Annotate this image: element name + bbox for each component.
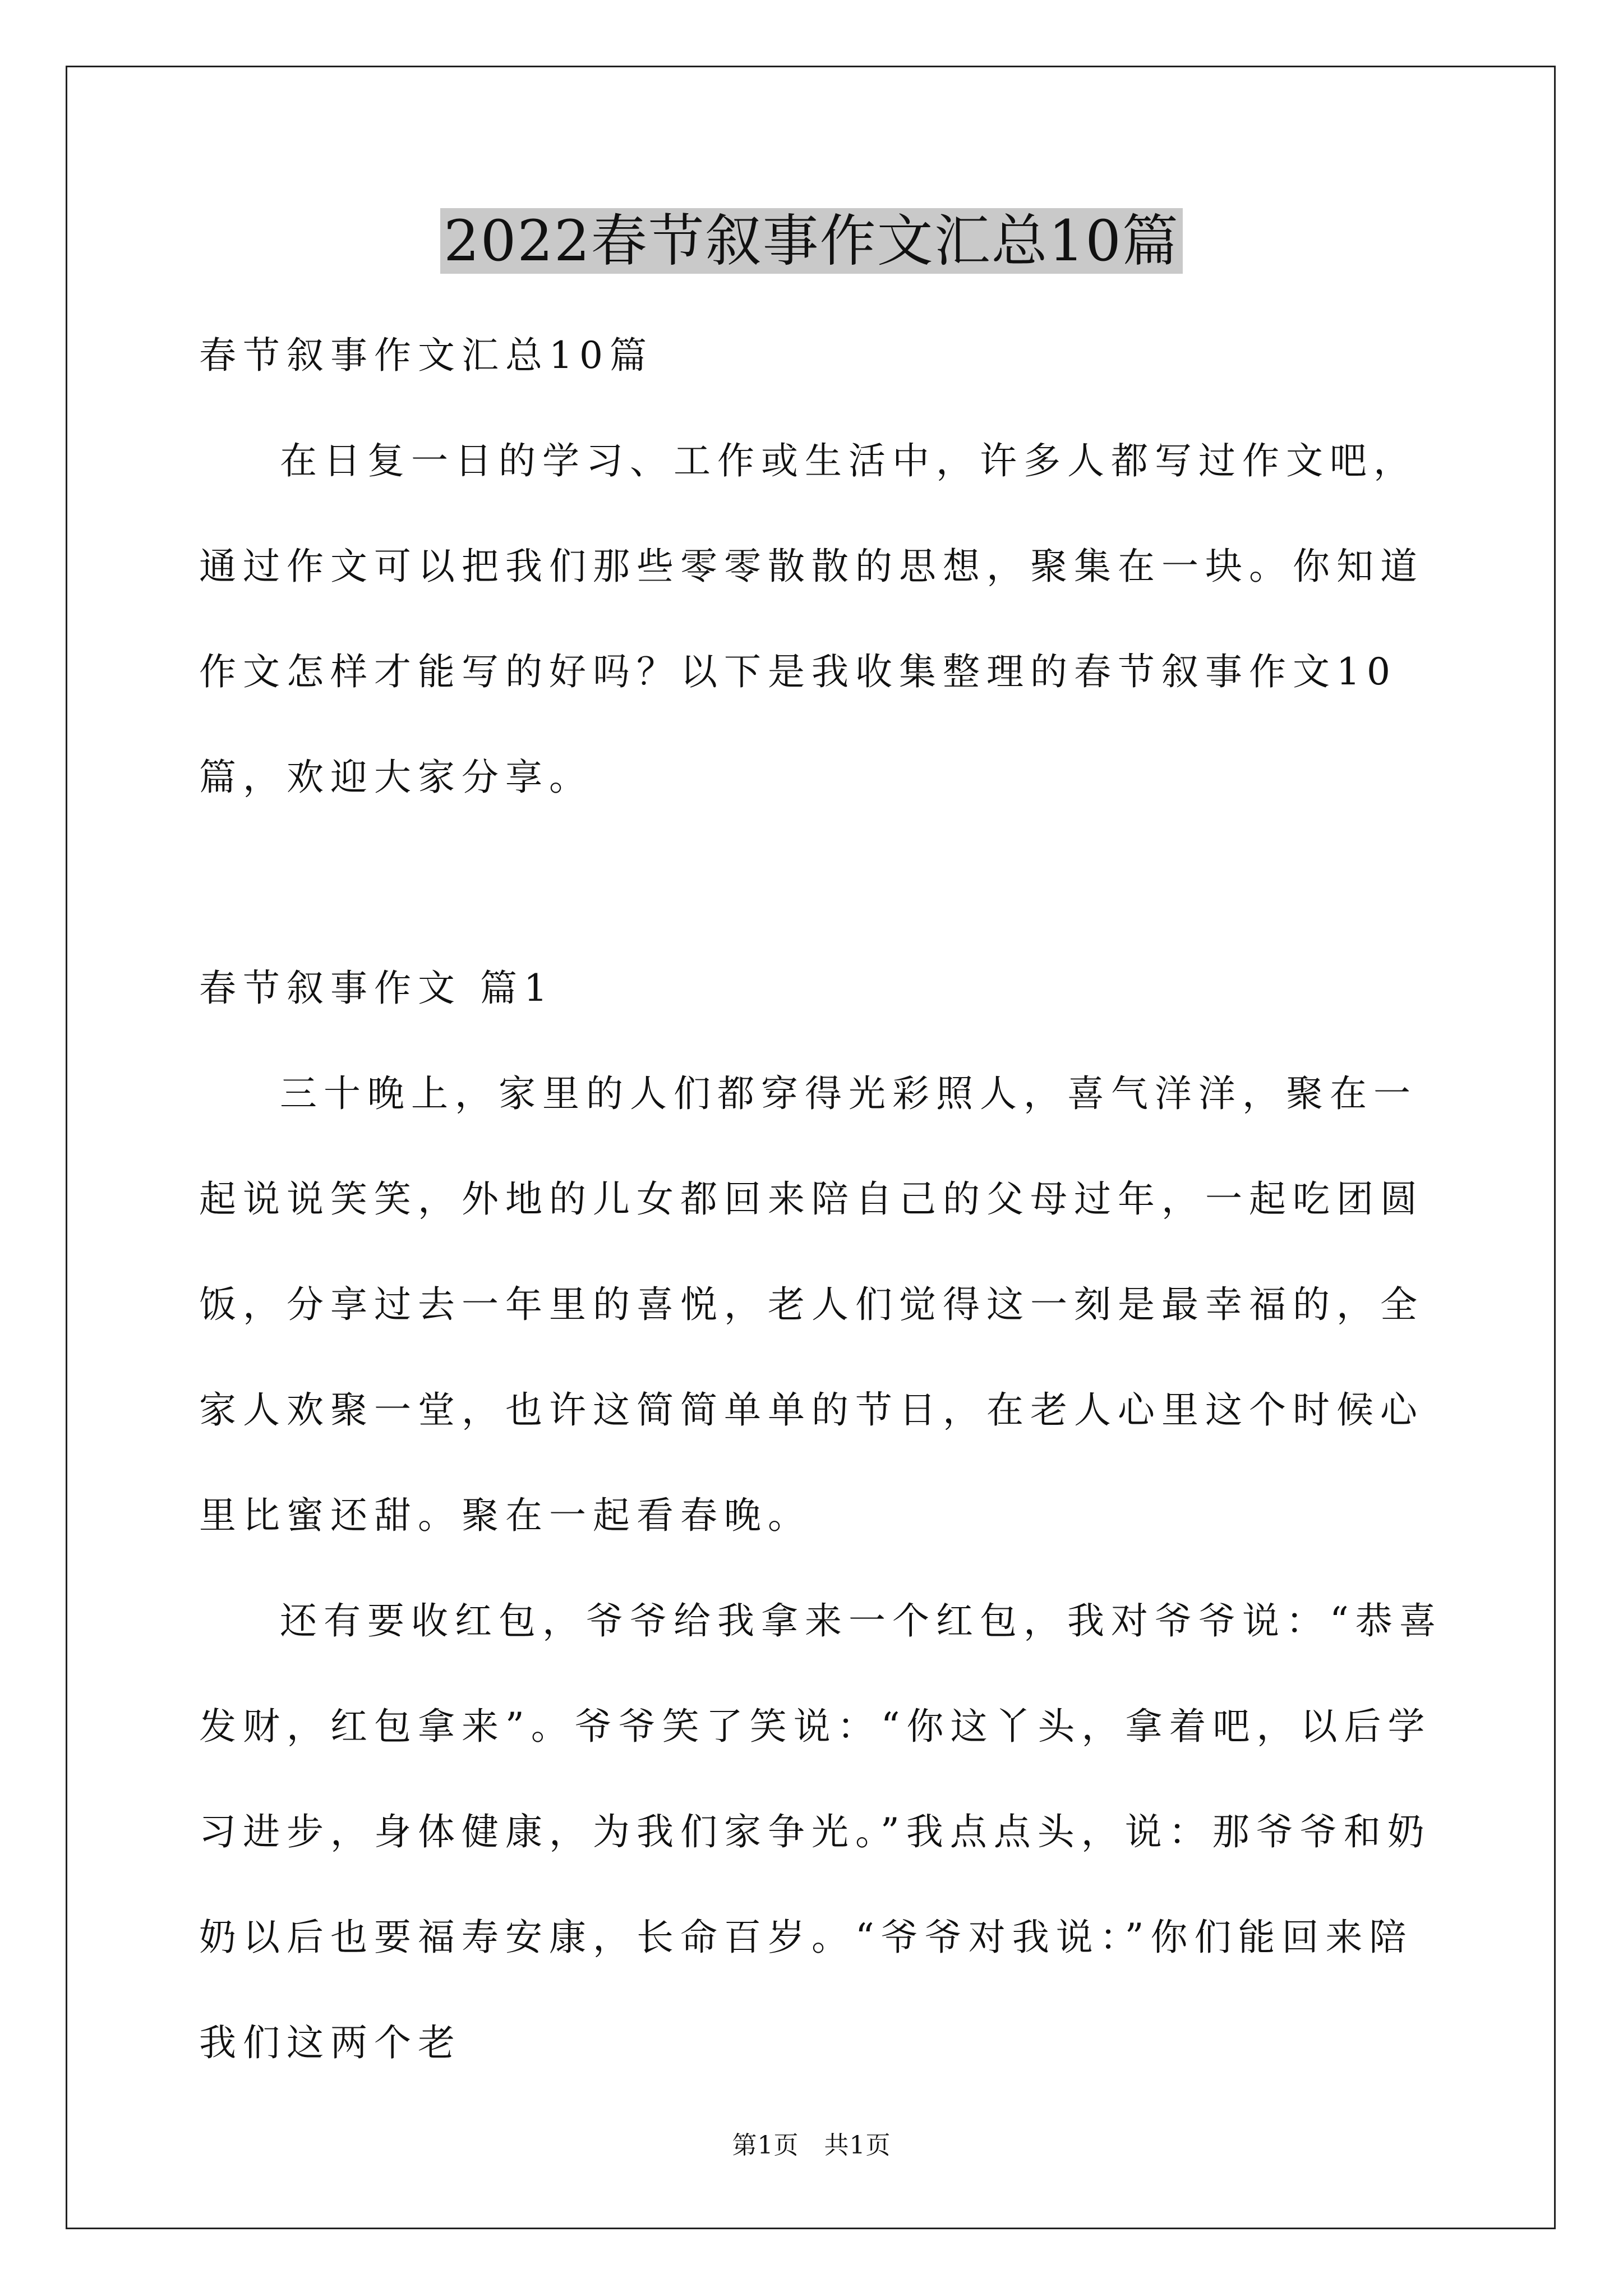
page-footer — [0, 2129, 1623, 2162]
document-body — [199, 303, 1455, 2096]
page-number: 第1页 共1页 — [732, 2131, 891, 2160]
body-paragraph-2: 还有要收红包，爷爷给我拿来一个红包，我对爷爷说：“恭喜发财，红包拿来”。爷爷笑了笑说：“你这丫头，拿着吧，以后学习进步，身体健康，为我们家争光。”我点点头，说：那爷爷和奶奶以后也要福寿安康，长命百岁。“爷爷对我说：”你们能回来陪我们这两个老 — [199, 1599, 1443, 2064]
document-title — [0, 199, 1623, 283]
document-title-text: 2022春节叙事作文汇总10篇 — [440, 208, 1183, 274]
body-paragraph-1: 三十晚上，家里的人们都穿得光彩照人，喜气洋洋，聚在一起说说笑笑，外地的儿女都回来陪自己的父母过年，一起吃团圆饭，分享过去一年里的喜悦，老人们觉得这一刻是最幸福的，全家人欢聚一堂，也许这简简单单的节日，在老人心里这个时候心里比蜜还甜。聚在一起看春晚。 — [199, 1072, 1424, 1537]
document-subtitle: 春节叙事作文汇总10篇 — [199, 334, 653, 377]
section-heading: 春节叙事作文 篇1 — [199, 967, 554, 1010]
intro-paragraph: 在日复一日的学习、工作或生活中，许多人都写过作文吧，通过作文可以把我们那些零零散散的思想，聚集在一块。你知道作文怎样才能写的好吗？以下是我收集整理的春节叙事作文10篇，欢迎大家分享。 — [199, 439, 1424, 799]
